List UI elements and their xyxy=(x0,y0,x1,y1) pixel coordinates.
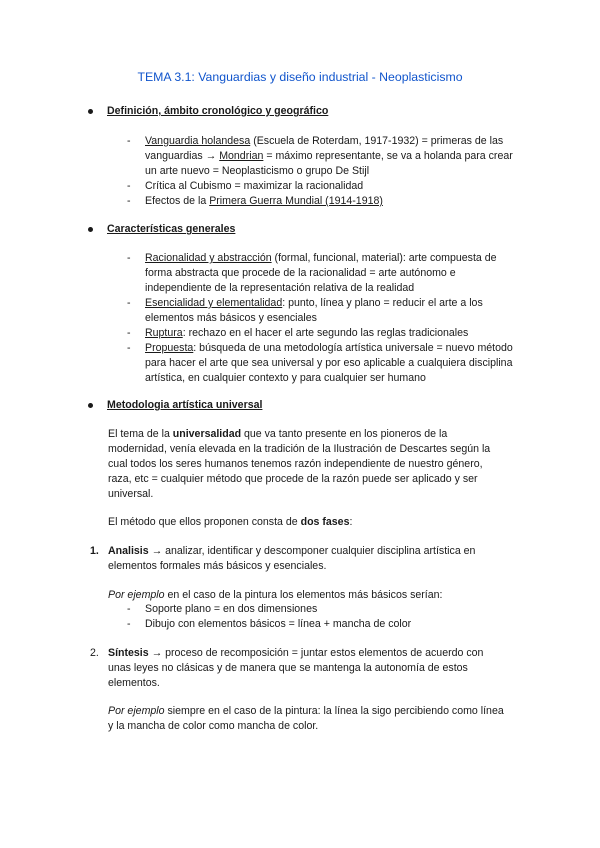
para-bold: universalidad xyxy=(172,428,242,440)
step-text: → analizar, identificar y descomponer cualquier disciplina artística en elementos formales más básicos y esenciales. xyxy=(108,545,476,572)
list-item: - Crítica al Cubismo = maximizar la racionalidad xyxy=(127,180,364,192)
item-text: : rechazo en el hacer el arte segundo las reglas tradicionales xyxy=(182,327,469,339)
example-label: Por ejemplo xyxy=(108,589,165,601)
list-definicion xyxy=(0,134,600,209)
link-mondrian[interactable]: Mondrian xyxy=(219,150,264,162)
step-text: → proceso de recomposición = juntar estos elementos de acuerdo con unas leyes no clásicas y de manera que se mantenga la autonomía de estos elementos. xyxy=(108,647,484,689)
list-caracteristicas xyxy=(0,251,600,386)
link-primera-guerra[interactable]: Primera Guerra Mundial (1914-1918) xyxy=(209,195,383,207)
para-text: que va tanto presente en los pioneros de la modernidad, venía elevada en la tradición de la Ilustración de Descartes según la cual todos los seres humanos tenemos razón independiente de nuestro género, raza, etc = cualquier método que procede de la razón puede ser aplicado y ser universal. xyxy=(108,428,491,500)
step-analisis xyxy=(108,544,508,574)
item-text: Dibujo con elementos básicos = línea + mancha de color xyxy=(145,618,412,630)
example-text: siempre en el caso de la pintura: la línea la sigo percibiendo como línea y la mancha de color como mancha de color. xyxy=(108,705,504,732)
step-number: 1. xyxy=(90,545,99,557)
bullet-dot xyxy=(88,109,93,114)
list-item: - Propuesta: búsqueda de una metodología artística universale = nuevo método para hacer el arte que sea universal y por eso aplicable a cualquiera disciplina artística, en cualquier contexto y para cualquier ser humano xyxy=(127,342,513,384)
item-text: Crítica al Cubismo = maximizar la racionalidad xyxy=(145,180,364,192)
step-number: 2. xyxy=(90,647,99,659)
list-item: - Ruptura: rechazo en el hacer el arte segundo las reglas tradicionales xyxy=(127,327,469,339)
list-item: - Vanguardia holandesa (Escuela de Roterdam, 1917-1932) = primeras de las vanguardias → Mondrian = máximo representante, se va a holanda para crear un arte nuevo = Neoplasticismo o grupo De Stijl xyxy=(127,135,513,177)
step-label: Analisis xyxy=(108,545,149,557)
list-item: - Esencialidad y elementalidad: punto, línea y plano = reducir el arte a los elementos más básicos y esenciales xyxy=(127,297,483,324)
para-text: El método que ellos proponen consta de xyxy=(108,516,301,528)
para-text: : xyxy=(349,516,353,528)
heading-text: Características generales xyxy=(107,223,236,235)
list-analisis xyxy=(0,602,600,632)
list-item: - Racionalidad y abstracción (formal, funcional, material): arte compuesta de forma abstracta que procede de la racionalidad = arte autónomo e independiente de la representación relativa de la realidad xyxy=(127,252,497,294)
list-item: - Dibujo con elementos básicos = línea + mancha de color xyxy=(127,618,412,630)
example-text: en el caso de la pintura los elementos más básicos serían: xyxy=(164,589,443,601)
item-text: : búsqueda de una metodología artística universale = nuevo método para hacer el arte que sea universal y por eso aplicable a cualquiera disciplina artística, en cualquier contexto y para cualquier ser humano xyxy=(145,342,513,384)
example-analisis xyxy=(108,588,508,603)
list-item: - Efectos de la Primera Guerra Mundial (1914-1918) xyxy=(127,195,383,207)
example-label: Por ejemplo xyxy=(108,705,165,717)
heading-text: Definición, ámbito cronológico y geográfico xyxy=(107,105,329,117)
item-text: = máximo representante, se va a holanda para crear un arte nuevo = Neoplasticismo o grupo De Stijl xyxy=(145,150,513,177)
bullet-dot xyxy=(88,403,93,408)
item-text: (formal, funcional, material): arte compuesta de forma abstracta que procede de la racionalidad = arte autónomo e independiente de la representación relativa de la realidad xyxy=(145,252,497,294)
item-text: (Escuela de Roterdam, 1917-1932) = primeras de las vanguardias → xyxy=(145,135,504,162)
section-heading-metodologia xyxy=(90,398,262,413)
item-text: Soporte plano = en dos dimensiones xyxy=(145,603,318,615)
term-ruptura: Ruptura xyxy=(145,327,183,339)
item-text: Efectos de la xyxy=(145,195,210,207)
step-sintesis xyxy=(108,646,508,691)
paragraph-metodo xyxy=(108,515,508,530)
paragraph-universalidad xyxy=(108,427,508,502)
step-label: Síntesis xyxy=(108,647,149,659)
term-propuesta: Propuesta xyxy=(145,342,194,354)
example-sintesis xyxy=(108,704,508,734)
section-heading-definicion xyxy=(90,104,328,119)
para-bold: dos fases xyxy=(300,516,350,528)
term-esencialidad: Esencialidad y elementalidad xyxy=(145,297,283,309)
item-text: : punto, línea y plano = reducir el arte a los elementos más básicos y esenciales xyxy=(145,297,483,324)
term-racionalidad: Racionalidad y abstracción xyxy=(145,252,272,264)
para-text: El tema de la xyxy=(108,428,173,440)
page-title: TEMA 3.1: Vanguardias y diseño industrial - Neoplasticismo xyxy=(137,70,463,84)
section-heading-caracteristicas xyxy=(90,222,235,237)
link-vanguardia-holandesa[interactable]: Vanguardia holandesa xyxy=(145,135,251,147)
list-item: - Soporte plano = en dos dimensiones xyxy=(127,603,318,615)
heading-text: Metodologia artística universal xyxy=(107,399,263,411)
bullet-dot xyxy=(88,227,93,232)
